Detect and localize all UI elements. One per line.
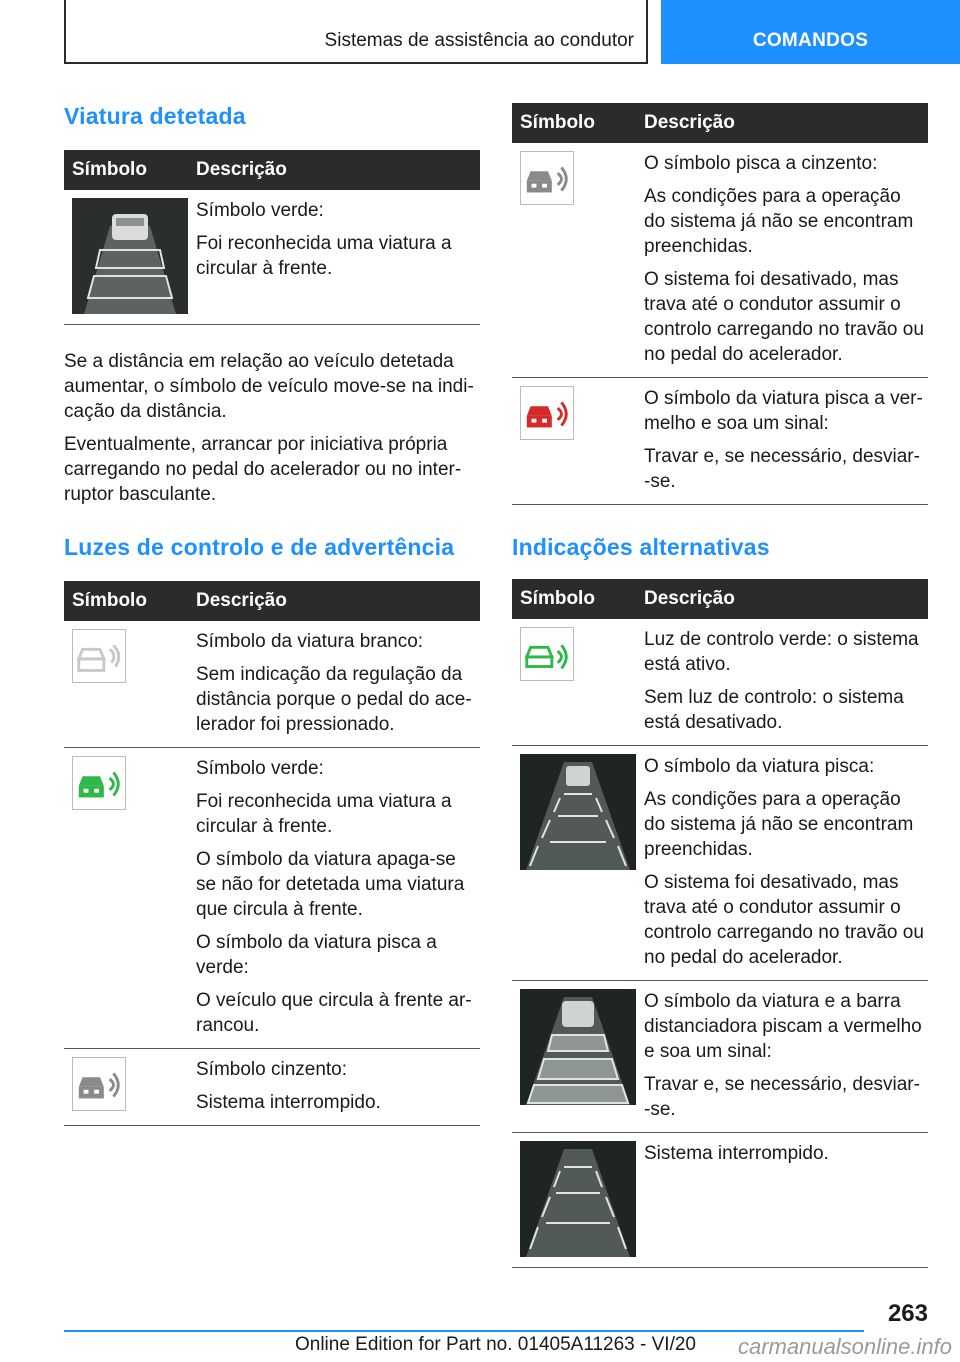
heading-warning-lights: Luzes de controlo e de advertência: [64, 534, 455, 560]
section-title: Sistemas de assistência ao condutor: [324, 30, 634, 51]
paragraph: Eventualmente, arrancar por iniciativa própria carregando no pedal do acelerador ou no inter-ruptor basculante.: [64, 434, 462, 505]
page-number: 263: [887, 1300, 928, 1327]
col-description: Descrição: [636, 579, 928, 619]
row-text: Sistema interrompido.: [644, 1143, 829, 1164]
heading-alternative-displays: Indicações alternativas: [512, 534, 770, 560]
table-row: [64, 621, 480, 748]
car-red-icon: [520, 386, 636, 440]
row-text: Travar e, se necessário, desviar--se.: [644, 446, 920, 492]
heading-vehicle-detected: Viatura detetada: [64, 103, 246, 129]
col-description: Descrição: [188, 150, 480, 190]
row-text: Símbolo verde:: [196, 758, 324, 779]
table-header-row: [512, 579, 928, 619]
col-symbol: Símbolo: [512, 103, 636, 143]
row-text: Sem luz de controlo: o sistema está desativado.: [644, 687, 904, 733]
table-row: [512, 1133, 928, 1268]
row-text: Símbolo da viatura branco:: [196, 631, 424, 652]
chapter-tab[interactable]: [661, 0, 960, 64]
row-text: Travar e, se necessário, desviar--se.: [644, 1074, 920, 1120]
row-text: O símbolo da viatura pisca a verde:: [196, 932, 437, 978]
edition-text: Online Edition for Part no. 01405A11263 - VI/20: [294, 1334, 696, 1355]
row-text: Símbolo verde:: [196, 200, 324, 221]
chapter-tab-label: COMANDOS: [752, 30, 869, 51]
left-column: [64, 100, 480, 1126]
watermark-logo: carmanualsonline.info: [737, 1334, 952, 1359]
table-row: [512, 143, 928, 378]
table-vehicle-detected: [64, 150, 480, 325]
row-text: As condições para a operação do sistema já não se encontram preenchidas.: [644, 789, 914, 860]
car-green-outline-icon: [520, 627, 636, 681]
table-row: [512, 619, 928, 746]
row-text: Foi reconhecida uma viatura a circular à frente.: [196, 233, 452, 279]
row-text: O sistema foi desativado, mas trava até o condutor assumir o controlo carregando no travão ou no pedal do acelerador.: [644, 269, 924, 365]
road-car-bars-photo-icon: [520, 989, 636, 1105]
table-header-row: [64, 150, 480, 190]
table-warning-lights-cont: [512, 103, 928, 505]
table-header-row: [64, 581, 480, 621]
table-header-row: [512, 103, 928, 143]
table-row: [512, 981, 928, 1133]
row-text: O símbolo da viatura pisca a ver-melho e soa um sinal:: [644, 388, 923, 434]
row-text: O veículo que circula à frente ar-rancou.: [196, 990, 472, 1036]
row-text: Foi reconhecida uma viatura a circular à frente.: [196, 791, 452, 837]
paragraph: Se a distância em relação ao veículo detetada aumentar, o símbolo de veículo move-se na indi-cação da distância.: [64, 351, 474, 422]
footer-divider: [64, 1330, 864, 1332]
road-empty-photo-icon: [520, 1141, 636, 1257]
col-symbol: Símbolo: [64, 581, 188, 621]
row-text: Símbolo cinzento:: [196, 1059, 348, 1080]
table-row: [512, 746, 928, 981]
car-grey-icon: [520, 151, 636, 205]
table-row: [512, 378, 928, 505]
col-description: Descrição: [636, 103, 928, 143]
table-alternative-displays: [512, 579, 928, 1268]
row-text: O sistema foi desativado, mas trava até o condutor assumir o controlo carregando no travão ou no pedal do acelerador.: [644, 872, 924, 968]
table-row: [64, 190, 480, 325]
right-column: [512, 103, 928, 1268]
col-description: Descrição: [188, 581, 480, 621]
car-green-icon: [72, 756, 188, 810]
header-section-box: [64, 0, 648, 64]
row-text: O símbolo da viatura apaga-se se não for detetada uma viatura que circula à frente.: [196, 849, 465, 920]
row-text: Sem indicação da regulação da distância porque o pedal do ace-lerador foi pressionado.: [196, 664, 472, 735]
table-row: [64, 1049, 480, 1126]
row-text: O símbolo pisca a cinzento:: [644, 153, 878, 174]
road-car-photo-icon: [520, 754, 636, 870]
car-grey-icon: [72, 1057, 188, 1111]
row-text: Luz de controlo verde: o sistema está ativo.: [644, 629, 919, 675]
row-text: O símbolo da viatura e a barra distanciadora piscam a vermelho e soa um sinal:: [644, 991, 922, 1062]
table-warning-lights: [64, 581, 480, 1126]
row-text: Sistema interrompido.: [196, 1092, 381, 1113]
col-symbol: Símbolo: [64, 150, 188, 190]
table-row: [64, 748, 480, 1049]
col-symbol: Símbolo: [512, 579, 636, 619]
car-white-icon: [72, 629, 188, 683]
car-detected-green-photo-icon: [72, 198, 188, 314]
row-text: O símbolo da viatura pisca:: [644, 756, 875, 777]
row-text: As condições para a operação do sistema já não se encontram preenchidas.: [644, 186, 914, 257]
